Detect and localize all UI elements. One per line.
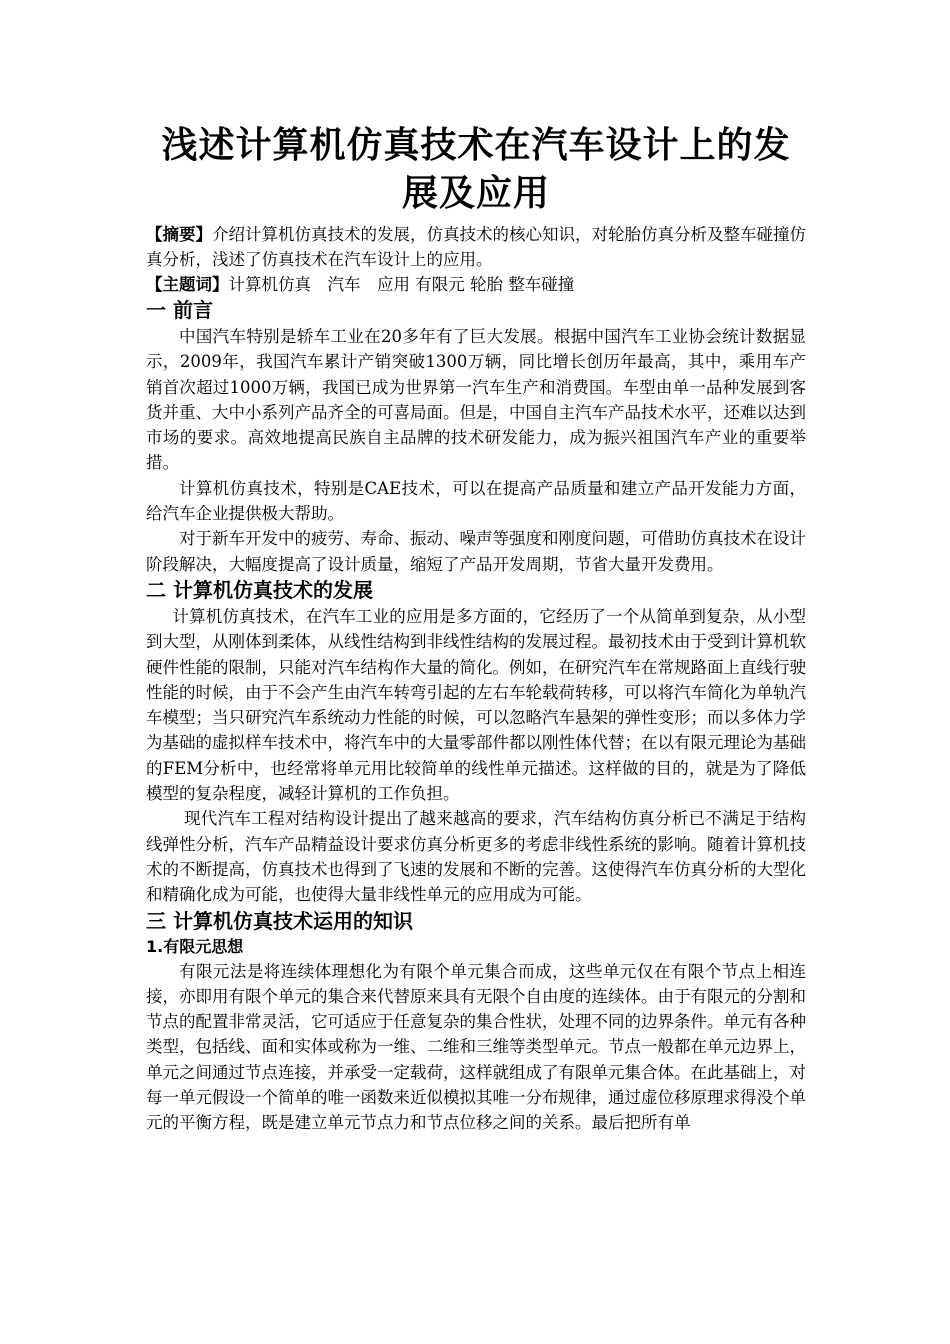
- paragraph: 对于新车开发中的疲劳、寿命、振动、噪声等强度和刚度问题，可借助仿真技术在设计阶段解决，大幅度提高了设计质量，缩短了产品开发周期，节省大量开发费用。: [146, 529, 806, 574]
- section-heading-1: 一 前言: [146, 298, 213, 322]
- keywords-text: 计算机仿真 汽车 应用 有限元 轮胎 整车碰撞: [228, 275, 575, 294]
- paragraph: 有限元法是将连续体理想化为有限个单元集合而成，这些单元仅在有限个节点上相连接，亦即用有限个单元的集合来代替原来具有无限个自由度的连续体。由于有限元的分割和节点的配置非常灵活，它可适应于任意复杂的集合性状，处理不同的边界条件。单元有各种类型，包括线、面和实体或称为一维、二维和三维等类型单元。节点一般都在单元边界上，单元之间通过节点连接，并承受一定载荷，这样就组成了有限单元集合体。在此基础上，对每一单元假设一个简单的唯一函数来近似模拟其唯一分布规律，通过虚位移原理求得没个单元的平衡方程，既是建立单元节点力和节点位移之间的关系。最后把所有单: [146, 961, 806, 1133]
- abstract-text: 介绍计算机仿真技术的发展，仿真技术的核心知识，对轮胎仿真分析及整车碰撞仿真分析，浅述了仿真技术在汽车设计上的应用。: [146, 225, 806, 269]
- abstract-label: 【摘要】: [146, 225, 212, 244]
- keywords: [146, 272, 806, 297]
- document-title: 浅述计算机仿真技术在汽车设计上的发展及应用: [161, 125, 791, 214]
- document-page: [146, 122, 806, 1136]
- abstract: [146, 222, 806, 272]
- keywords-label: 【主题词】: [146, 275, 229, 294]
- paragraph: 计算机仿真技术，在汽车工业的应用是多方面的，它经历了一个从简单到复杂，从小型到大型，从刚体到柔体，从线性结构到非线性结构的发展过程。最初技术由于受到计算机软硬件性能的限制，只能对汽车结构作大量的简化。例如，在研究汽车在常规路面上直线行驶性能的时候，由于不会产生由汽车转弯引起的左右车轮载荷转移，可以将汽车简化为单轨汽车模型；当只研究汽车系统动力性能的时候，可以忽略汽车悬架的弹性变形；而以多体力学为基础的虚拟样车技术中，将汽车中的大量零部件都以刚性体代替；在以有限元理论为基础的FEM分析中，也经常将单元用比较简单的线性单元描述。这样做的目的，就是为了降低模型的复杂程度，减轻计算机的工作负担。: [146, 606, 806, 804]
- section-heading-2: 二 计算机仿真技术的发展: [146, 577, 373, 602]
- paragraph: 现代汽车工程对结构设计提出了越来越高的要求，汽车结构仿真分析已不满足于结构线弹性分析，汽车产品精益设计要求仿真分析更多的考虑非线性系统的影响。随着计算机技术的不断提高，仿真技术也得到了飞速的发展和不断的完善。这使得汽车仿真分析的大型化和精确化成为可能，也使得大量非线性单元的应用成为可能。: [146, 809, 806, 905]
- paragraph: 中国汽车特别是轿车工业在20多年有了巨大发展。根据中国汽车工业协会统计数据显示，2009年，我国汽车累计产销突破1300万辆，同比增长创历年最高，其中，乘用车产销首次超过1000万辆，我国已成为世界第一汽车生产和消费国。车型由单一品种发展到客货并重、大中小系列产品齐全的可喜局面。但是，中国自主汽车产品技术水平，还难以达到市场的要求。高效地提高民族自主品牌的技术研发能力，成为振兴祖国汽车产业的重要举措。: [146, 327, 806, 473]
- section-heading-3: 三 计算机仿真技术运用的知识: [146, 908, 413, 933]
- subsection-heading: 1.有限元思想: [146, 936, 244, 956]
- paragraph: 计算机仿真技术，特别是CAE技术，可以在提高产品质量和建立产品开发能力方面，给汽车企业提供极大帮助。: [146, 478, 806, 524]
